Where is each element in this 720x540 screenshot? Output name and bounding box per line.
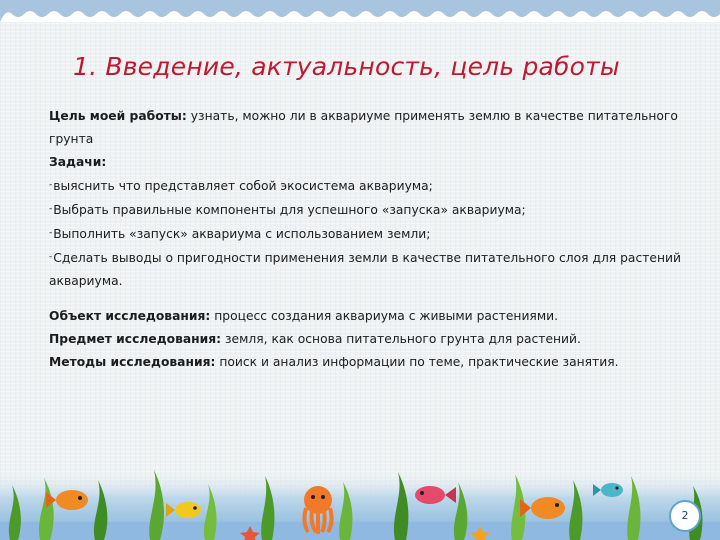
goal-text: узнать, можно ли в аквариуме применять землю в качестве питательного грунта [49,109,678,146]
task-text: Выполнить «запуск» аквариума с использованием земли; [53,227,431,241]
goal-label: Цель моей работы: [49,109,187,123]
methods-text: поиск и анализ информации по теме, практические занятия. [215,355,619,369]
task-item: -Выполнить «запуск» аквариума с использованием земли; [49,227,431,241]
spacer [49,293,701,305]
task-text: выяснить что представляет собой экосистема аквариума; [53,179,433,193]
wave-pattern [0,0,720,22]
methods-label: Методы исследования: [49,355,216,369]
object-paragraph [49,305,701,328]
aquarium-border-illustration [0,440,720,540]
subject-label: Предмет исследования: [49,332,222,346]
slide-content [49,105,701,374]
task-text: Сделать выводы о пригодности применения земли в качестве питательного слоя для растений аквариума. [49,251,681,288]
object-label: Объект исследования: [49,309,211,323]
task-text: Выбрать правильные компоненты для успешного «запуска» аквариума; [53,203,526,217]
goal-paragraph [49,105,701,151]
page-number-badge: 2 [669,500,701,532]
task-item: -Сделать выводы о пригодности применения земли в качестве питательного слоя для растений аквариума. [49,251,681,288]
object-text: процесс создания аквариума с живыми растениями. [210,309,559,323]
water-bottom [0,522,720,540]
task-item: -выяснить что представляет собой экосистема аквариума; [49,179,433,193]
top-wave-border [0,0,720,22]
slide-title: 1. Введение, актуальность, цель работы [73,52,620,81]
methods-paragraph [49,351,701,374]
subject-paragraph [49,328,701,351]
subject-text: земля, как основа питательного грунта для растений. [221,332,581,346]
tasks-label: Задачи: [49,155,107,169]
task-item: -Выбрать правильные компоненты для успешного «запуска» аквариума; [49,203,526,217]
tasks-heading [49,151,701,174]
